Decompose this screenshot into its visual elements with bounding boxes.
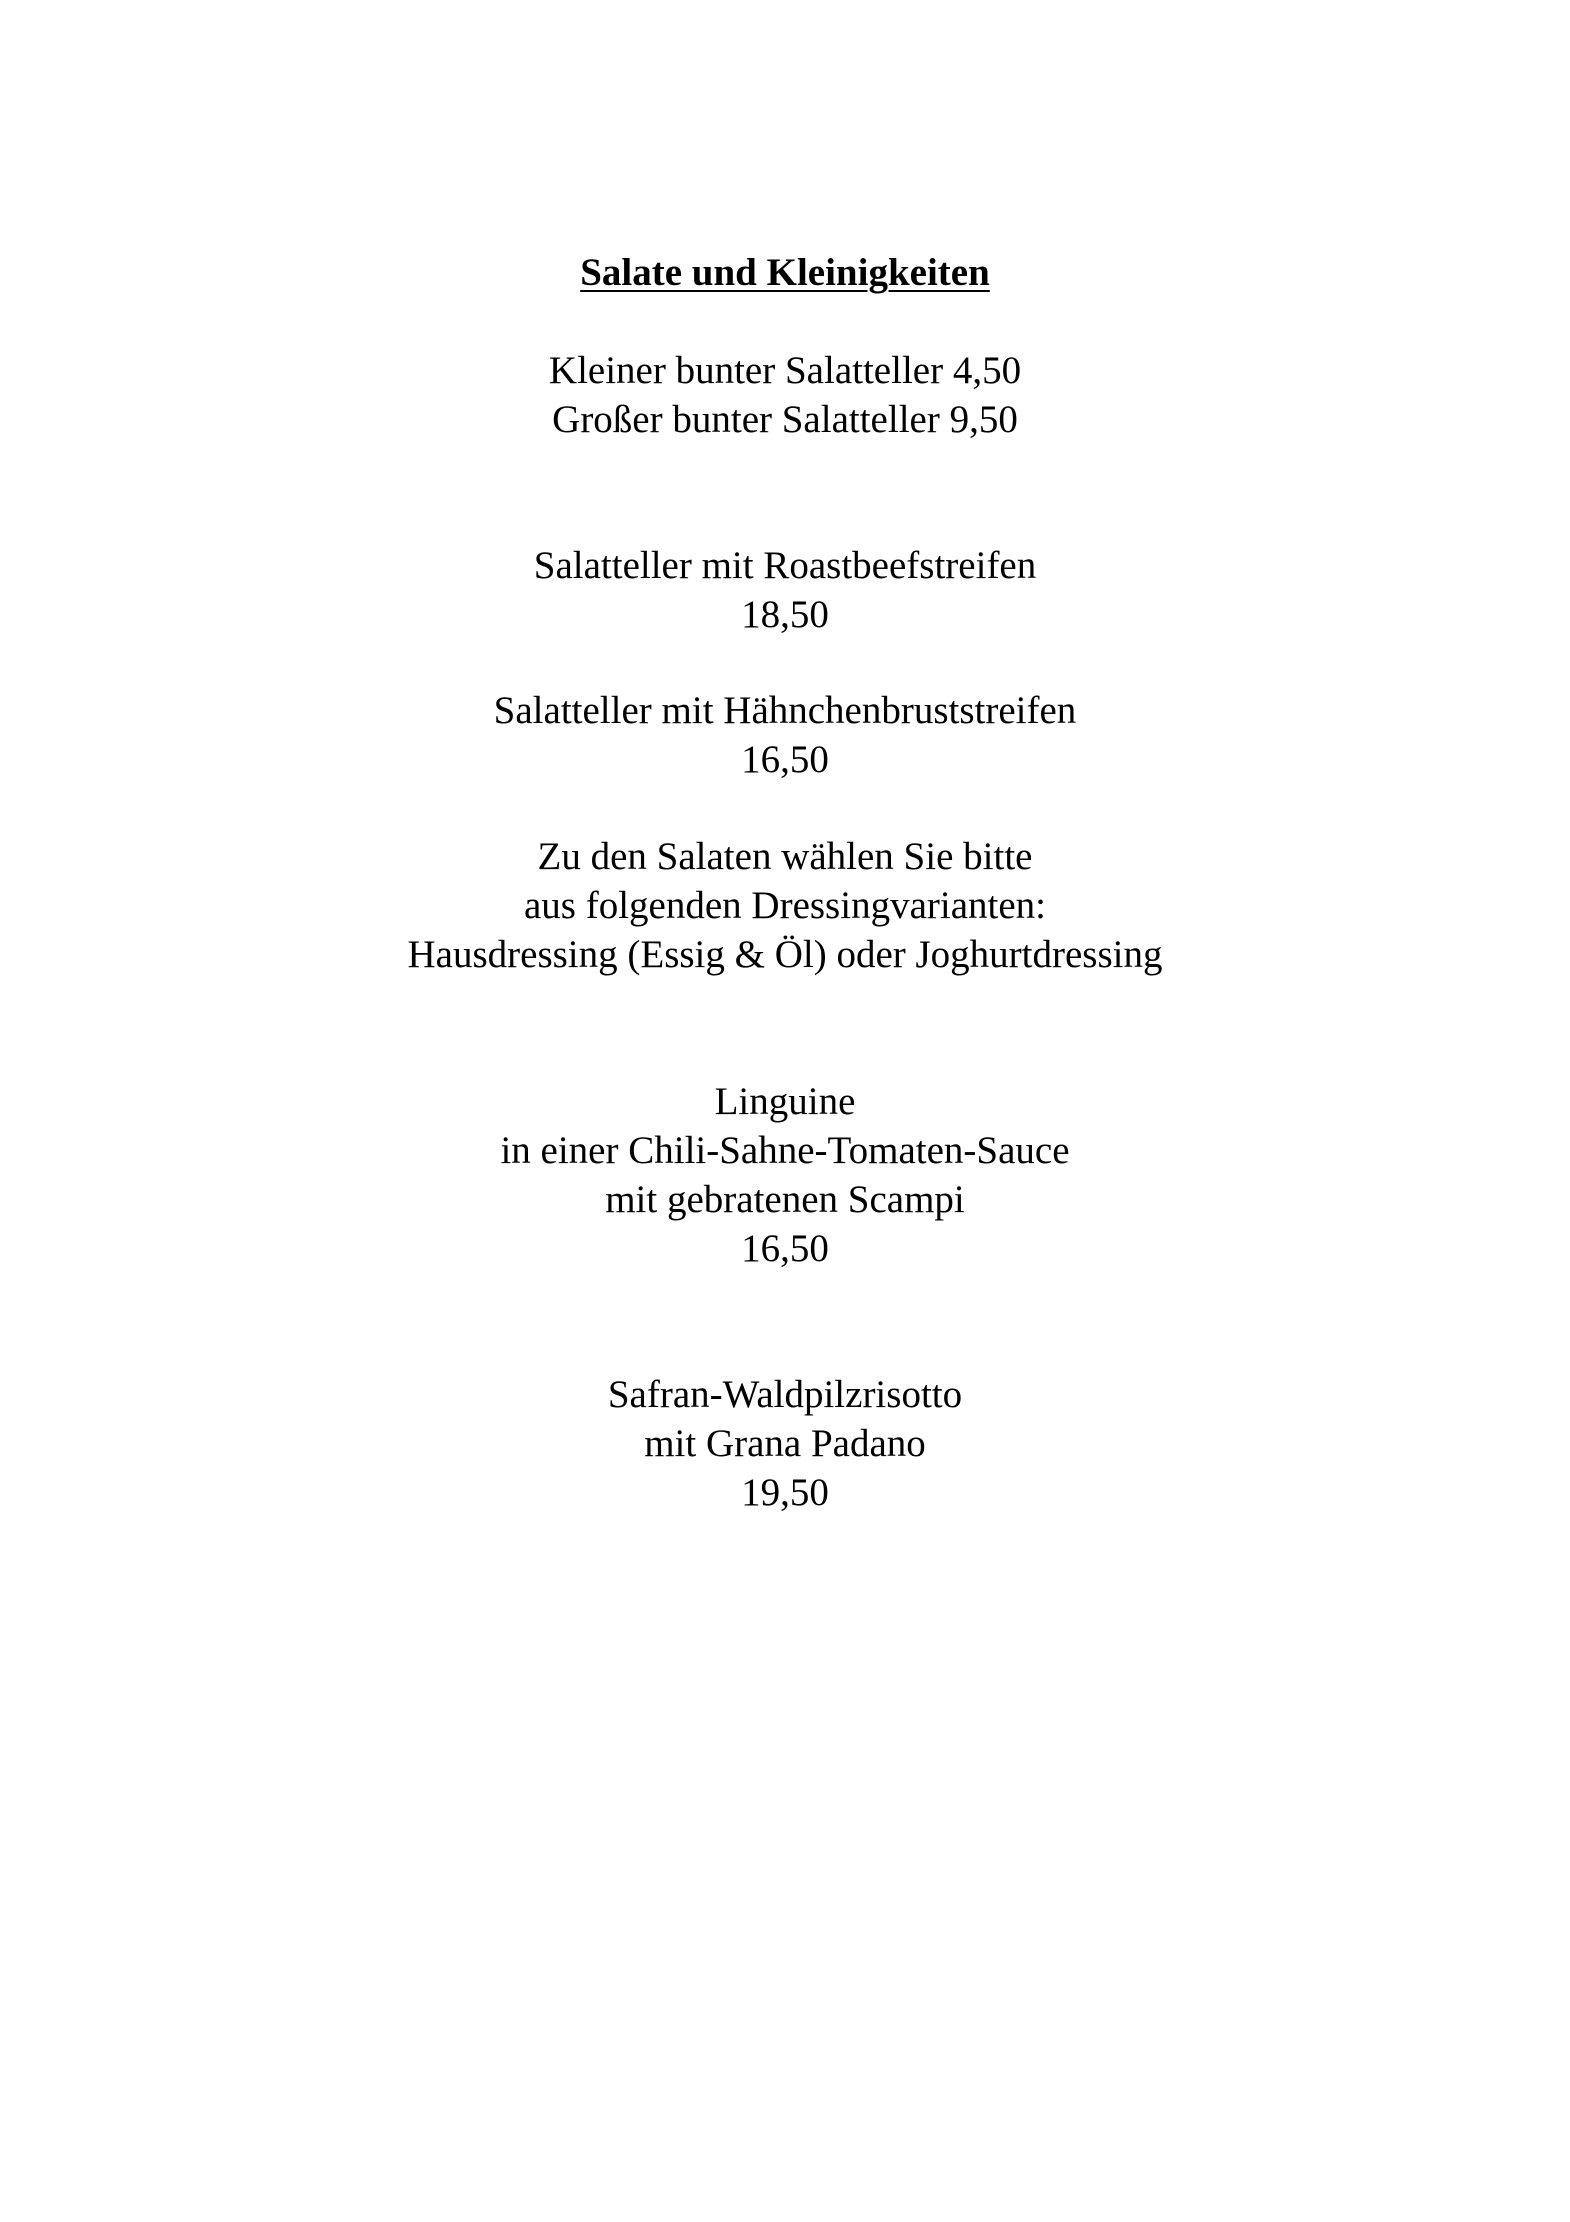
roastbeef-salad-price: 18,50 bbox=[741, 593, 829, 636]
linguine-description-2: mit gebratenen Scampi bbox=[605, 1178, 965, 1221]
linguine-name: Linguine bbox=[714, 1080, 856, 1123]
roastbeef-salad-name: Salatteller mit Roastbeefstreifen bbox=[533, 544, 1037, 587]
linguine-price: 16,50 bbox=[741, 1227, 829, 1270]
risotto-description: mit Grana Padano bbox=[644, 1422, 926, 1465]
small-salad-item: Kleiner bunter Salatteller 4,50 bbox=[548, 349, 1022, 392]
chicken-salad-name: Salatteller mit Hähnchenbruststreifen bbox=[493, 689, 1077, 732]
risotto-name: Safran-Waldpilzrisotto bbox=[607, 1373, 963, 1416]
linguine-description-1: in einer Chili-Sahne-Tomaten-Sauce bbox=[500, 1129, 1070, 1172]
large-salad-item: Großer bunter Salatteller 9,50 bbox=[552, 398, 1018, 441]
chicken-salad-price: 16,50 bbox=[741, 738, 829, 781]
menu-title: Salate und Kleinigkeiten bbox=[580, 251, 990, 294]
dressing-note-line-3: Hausdressing (Essig & Öl) oder Joghurtdressing bbox=[407, 933, 1163, 976]
dressing-note-line-1: Zu den Salaten wählen Sie bitte bbox=[537, 835, 1033, 878]
risotto-price: 19,50 bbox=[741, 1471, 829, 1514]
dressing-note-line-2: aus folgenden Dressingvarianten: bbox=[523, 884, 1046, 927]
